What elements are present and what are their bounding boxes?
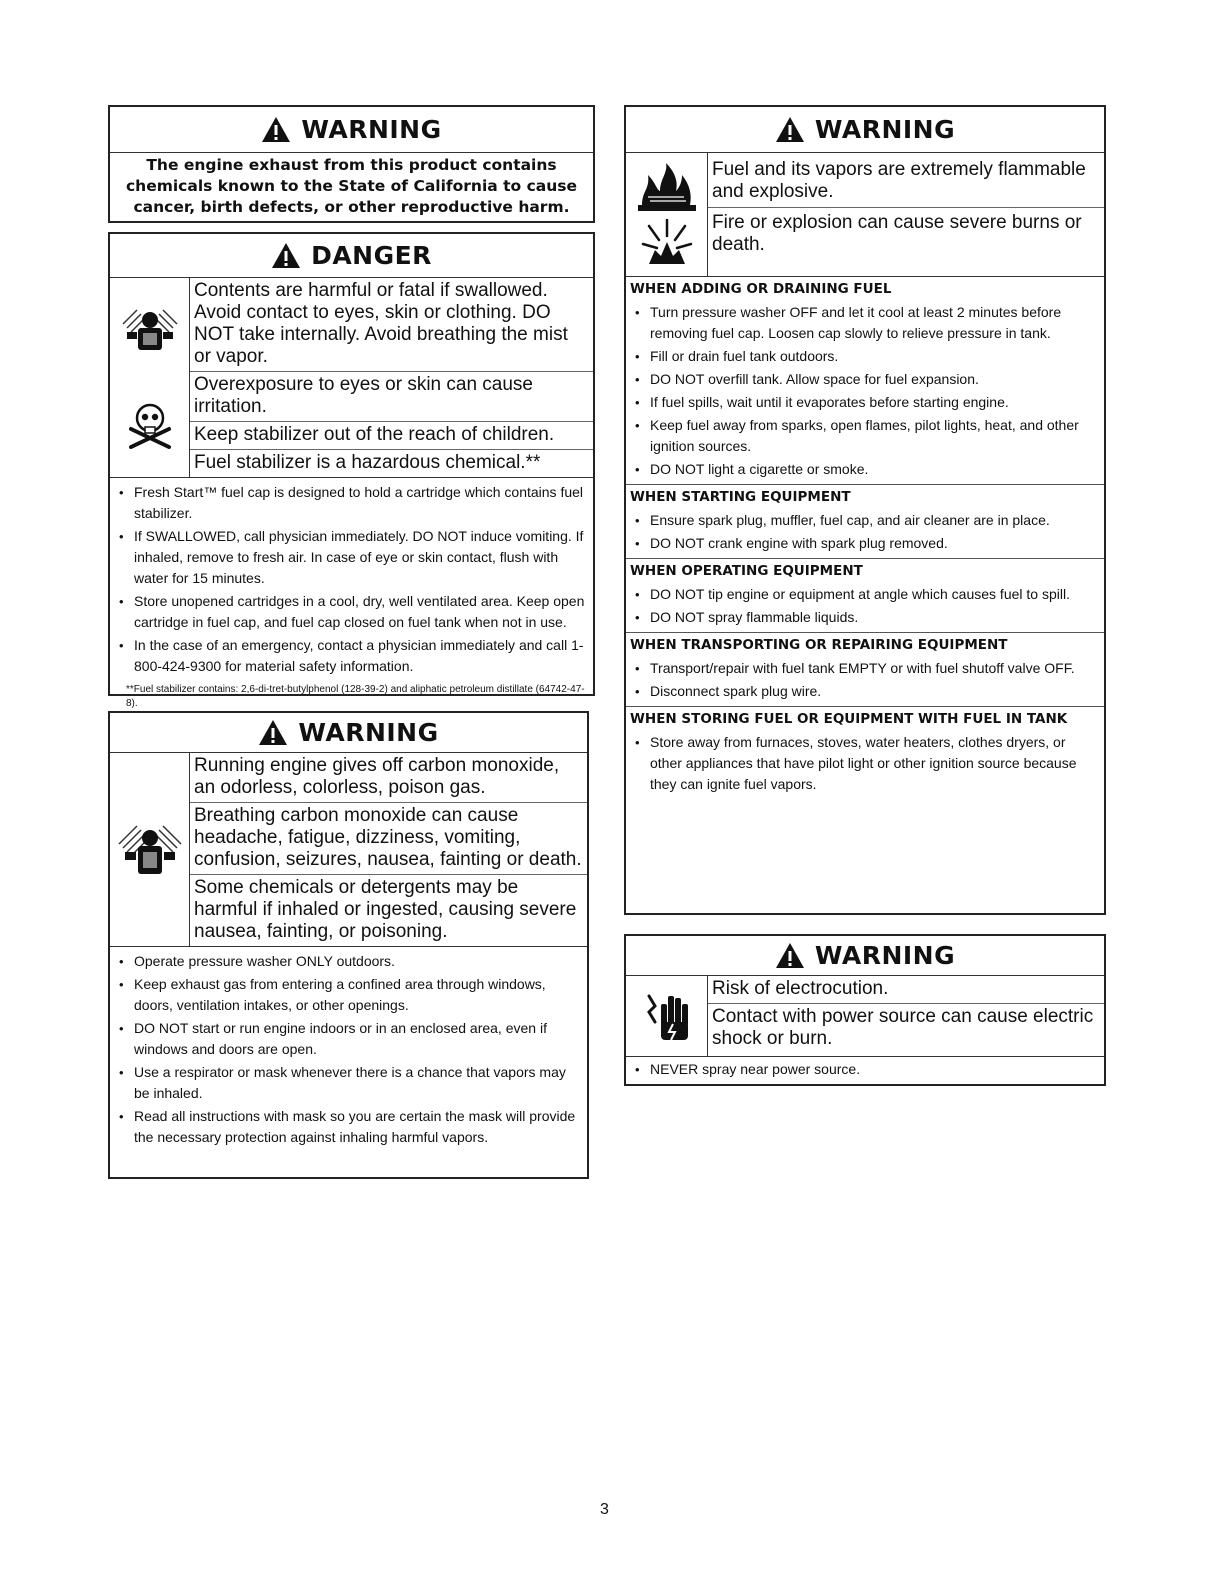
california-warning-header	[110, 107, 593, 153]
fuel-section-title: WHEN TRANSPORTING OR REPAIRING EQUIPMENT	[626, 632, 1104, 656]
fuel-bullet: • DO NOT overfill tank. Allow space for fuel expansion.	[630, 369, 1100, 390]
danger-bullet: • In the case of an emergency, contact a physician immediately and call 1-800-424-9300 for material safety information.	[114, 635, 589, 677]
fuel-warning-icon-row	[626, 153, 1104, 277]
toxic-vapor-icon	[119, 306, 181, 356]
explosion-icon	[639, 216, 695, 268]
fuel-bullet: • DO NOT tip engine or equipment at angle which causes fuel to spill.	[630, 584, 1100, 605]
electric-warning-bullet-list	[626, 1059, 1104, 1084]
electric-warning-title: WARNING	[814, 941, 956, 970]
toxic-fumes-icon	[117, 822, 183, 878]
fuel-bullet: • Store away from furnaces, stoves, water heaters, clothes dryers, or other appliances that have pilot light or other ignition source because they can ignite fuel vapors.	[630, 732, 1100, 795]
co-warning-text-column	[190, 753, 587, 946]
co-warning-paragraph: Running engine gives off carbon monoxide, an odorless, colorless, poison gas.	[194, 755, 560, 798]
fuel-warning-icon-column	[626, 153, 708, 276]
danger-paragraph: Fuel stabilizer is a hazardous chemical.**	[190, 449, 593, 477]
electric-warning-bullet: • NEVER spray near power source.	[630, 1059, 1100, 1080]
fuel-section-title: WHEN STARTING EQUIPMENT	[626, 484, 1104, 508]
co-warning-icon-row	[110, 753, 587, 947]
danger-box	[108, 232, 595, 709]
danger-header	[110, 234, 593, 278]
danger-footnote: **Fuel stabilizer contains: 2,6-di-tret-butylphenol (128-39-2) and aliphatic petroleum distillate (64742-47-8).	[126, 684, 585, 709]
warning-triangle-icon	[775, 116, 805, 143]
co-warning-bullet: • Operate pressure washer ONLY outdoors.	[114, 951, 583, 972]
skull-crossbones-icon	[125, 401, 175, 449]
fuel-bullet: • Fill or drain fuel tank outdoors.	[630, 346, 1100, 367]
co-warning-bullet: • Keep exhaust gas from entering a confined area through windows, doors, ventilation intakes, or other openings.	[114, 974, 583, 1016]
fuel-bullet: • DO NOT spray flammable liquids.	[630, 607, 1100, 628]
danger-bullet-list	[110, 478, 593, 715]
fire-icon	[634, 161, 700, 213]
california-warning-title: WARNING	[301, 115, 442, 144]
fuel-bullet: • Keep fuel away from sparks, open flames, pilot lights, heat, and other ignition sources.	[630, 415, 1100, 457]
danger-paragraph: Overexposure to eyes or skin can cause irritation.	[190, 371, 593, 421]
fuel-section-bullets	[626, 302, 1104, 484]
fuel-section-title: WHEN OPERATING EQUIPMENT	[626, 558, 1104, 582]
co-warning-paragraph: Some chemicals or detergents may be harmful if inhaled or ingested, causing severe nausea, fainting, or poisoning.	[190, 874, 587, 946]
co-warning-bullet: • Read all instructions with mask so you are certain the mask will provide the necessary protection against inhaling harmful vapors.	[114, 1106, 583, 1148]
electric-warning-icon-column	[626, 976, 708, 1056]
fuel-bullet: • Ensure spark plug, muffler, fuel cap, and air cleaner are in place.	[630, 510, 1100, 531]
co-warning-bullet-list	[110, 947, 587, 1152]
fuel-warning-text-column	[708, 153, 1104, 276]
fuel-section-bullets	[626, 510, 1104, 558]
co-warning-bullet: • DO NOT start or run engine indoors or in an enclosed area, even if windows and doors are open.	[114, 1018, 583, 1060]
fuel-section-bullets	[626, 658, 1104, 706]
fuel-bullet: • DO NOT crank engine with spark plug removed.	[630, 533, 1100, 554]
electric-warning-header	[626, 936, 1104, 976]
danger-icon-column	[110, 278, 190, 477]
electrocution-icon	[639, 986, 695, 1046]
co-warning-header	[110, 713, 587, 753]
fuel-bullet: • If fuel spills, wait until it evaporates before starting engine.	[630, 392, 1100, 413]
electric-warning-box	[624, 934, 1106, 1086]
fuel-section-bullets	[626, 732, 1104, 799]
california-warning-box	[108, 105, 595, 223]
danger-text-column	[190, 278, 593, 477]
danger-paragraph: Contents are harmful or fatal if swallowed. Avoid contact to eyes, skin or clothing. DO NOT take internally. Avoid breathing the mist or vapor.	[194, 280, 568, 367]
fuel-bullet: • Transport/repair with fuel tank EMPTY or with fuel shutoff valve OFF.	[630, 658, 1100, 679]
fuel-section-title: WHEN STORING FUEL OR EQUIPMENT WITH FUEL IN TANK	[626, 706, 1104, 730]
fuel-warning-paragraph: Fire or explosion can cause severe burns or death.	[708, 207, 1104, 276]
danger-bullet: • If SWALLOWED, call physician immediately. DO NOT induce vomiting. If inhaled, remove to fresh air. In case of eye or skin contact, flush with water for 15 minutes.	[114, 526, 589, 589]
warning-triangle-icon	[775, 942, 805, 969]
co-warning-paragraph: Breathing carbon monoxide can cause headache, fatigue, dizziness, vomiting, confusion, seizures, nausea, fainting or death.	[190, 802, 587, 874]
danger-paragraph: Keep stabilizer out of the reach of children.	[190, 421, 593, 449]
fuel-warning-title: WARNING	[814, 115, 956, 144]
danger-icon-row	[110, 278, 593, 478]
fuel-warning-box	[624, 105, 1106, 915]
california-warning-text: The engine exhaust from this product contains chemicals known to the State of California to cause cancer, birth defects, or other reproductive harm.	[125, 156, 578, 216]
co-warning-bullet: • Use a respirator or mask whenever there is a chance that vapors may be inhaled.	[114, 1062, 583, 1104]
fuel-bullet: • Turn pressure washer OFF and let it cool at least 2 minutes before removing fuel cap. Loosen cap slowly to relieve pressure in tank.	[630, 302, 1100, 344]
electric-warning-paragraph: Risk of electrocution.	[712, 978, 889, 999]
fuel-warning-sections	[626, 277, 1104, 799]
carbon-monoxide-warning-box	[108, 711, 589, 1179]
page-number: 3	[600, 1501, 609, 1518]
electric-warning-text-column	[708, 976, 1104, 1056]
fuel-warning-header	[626, 107, 1104, 153]
co-warning-icon-column	[110, 753, 190, 946]
danger-title: DANGER	[311, 241, 432, 270]
fuel-section-bullets	[626, 584, 1104, 632]
warning-triangle-icon	[271, 242, 301, 269]
danger-bullet: • Fresh Start™ fuel cap is designed to hold a cartridge which contains fuel stabilizer.	[114, 482, 589, 524]
electric-warning-paragraph: Contact with power source can cause electric shock or burn.	[708, 1003, 1104, 1056]
fuel-warning-paragraph: Fuel and its vapors are extremely flammable and explosive.	[712, 159, 1086, 202]
warning-triangle-icon	[261, 116, 291, 143]
co-warning-title: WARNING	[298, 718, 439, 747]
fuel-section-title: WHEN ADDING OR DRAINING FUEL	[630, 281, 892, 297]
warning-triangle-icon	[258, 719, 288, 746]
danger-bullet: • Store unopened cartridges in a cool, dry, well ventilated area. Keep open cartridge in fuel cap, and fuel cap closed on fuel tank when not in use.	[114, 591, 589, 633]
fuel-bullet: • Disconnect spark plug wire.	[630, 681, 1100, 702]
fuel-bullet: • DO NOT light a cigarette or smoke.	[630, 459, 1100, 480]
electric-warning-icon-row	[626, 976, 1104, 1057]
